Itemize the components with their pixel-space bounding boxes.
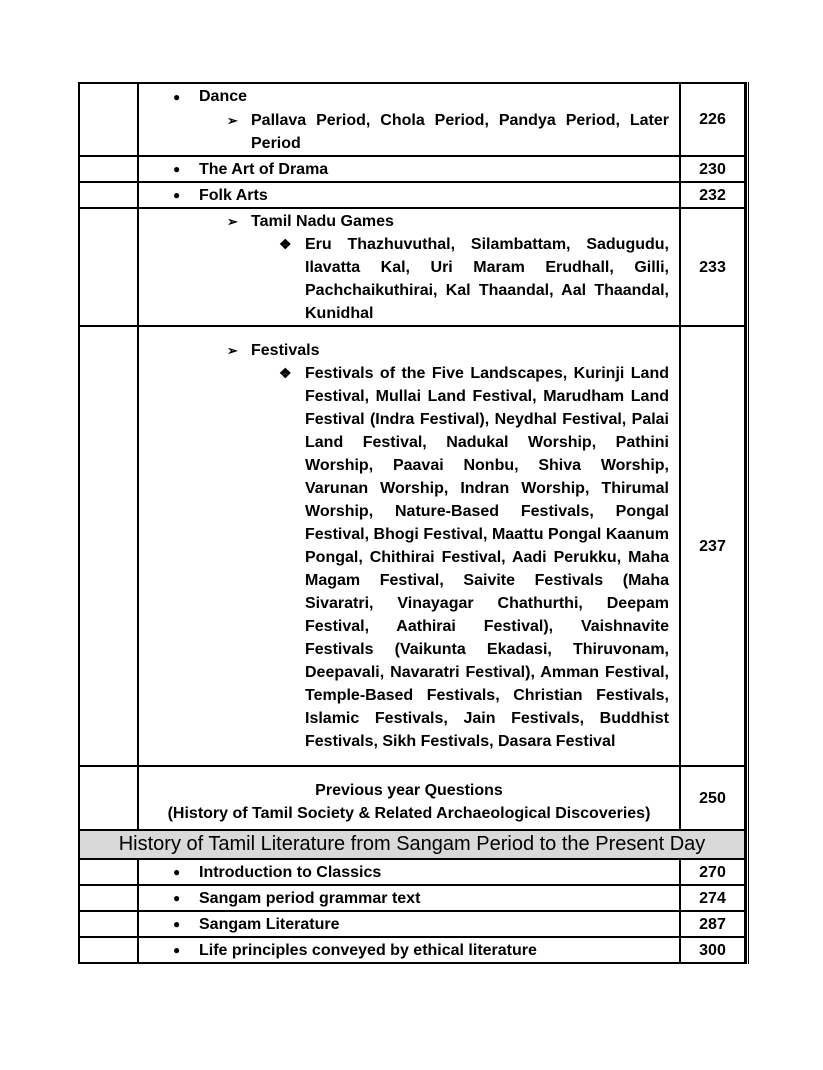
topic-label: Dance — [199, 87, 248, 105]
topic-cell — [138, 83, 680, 156]
table-row — [79, 326, 745, 766]
topic-label: Introduction to Classics — [199, 863, 382, 881]
four-diamond-bullet-icon: ❖ — [279, 235, 292, 252]
topic-label: Sangam Literature — [199, 915, 340, 933]
table-row — [79, 182, 745, 208]
blank-cell — [79, 156, 138, 182]
arrowhead-bullet-icon: ➢ — [227, 112, 238, 128]
table-row — [79, 911, 745, 937]
arrowhead-bullet-icon: ➢ — [227, 213, 238, 229]
topic-cell — [138, 766, 680, 830]
table-row — [79, 83, 745, 156]
page-number: 274 — [680, 885, 745, 911]
topic-label: Life principles conveyed by ethical literature — [199, 941, 537, 959]
topic-label: Sangam period grammar text — [199, 889, 421, 907]
topic-label: Folk Arts — [199, 186, 268, 204]
toc-table-wrapper — [78, 82, 749, 964]
bullet-icon: ● — [173, 89, 181, 104]
detail-text: Eru Thazhuvuthal, Silambattam, Sadugudu, Ilavatta Kal, Uri Maram Erudhall, Gilli, Pachchaikuthirai, Kal Thaandal, Aal Thaandal, Kunidhal — [305, 235, 669, 322]
subtopic-text: Pallava Period, Chola Period, Pandya Period, Later Period — [251, 111, 669, 152]
blank-cell — [79, 326, 138, 766]
page-number: 250 — [680, 766, 745, 830]
blank-cell — [79, 766, 138, 830]
pyq-subtitle: (History of Tamil Society & Related Archaeological Discoveries) — [167, 805, 651, 822]
table-row — [79, 156, 745, 182]
topic-cell — [138, 326, 680, 766]
blank-cell — [79, 182, 138, 208]
bullet-icon: ● — [173, 942, 181, 957]
subheading: Festivals — [251, 342, 320, 359]
four-diamond-bullet-icon: ❖ — [279, 365, 292, 381]
blank-cell — [79, 937, 138, 963]
page-number: 232 — [680, 182, 745, 208]
topic-cell — [138, 911, 680, 937]
topic-cell — [138, 885, 680, 911]
page-number: 230 — [680, 156, 745, 182]
pyq-title: Previous year Questions — [315, 782, 503, 799]
blank-cell — [79, 208, 138, 326]
blank-cell — [79, 859, 138, 885]
bullet-icon: ● — [173, 187, 181, 202]
table-row — [79, 859, 745, 885]
page-number: 287 — [680, 911, 745, 937]
page-number: 270 — [680, 859, 745, 885]
table-row — [79, 766, 745, 830]
page-number: 300 — [680, 937, 745, 963]
topic-cell — [138, 208, 680, 326]
page-number: 237 — [680, 326, 745, 766]
bullet-icon: ● — [173, 916, 181, 931]
topic-cell — [138, 156, 680, 182]
arrowhead-bullet-icon: ➢ — [227, 343, 238, 358]
page-number: 226 — [680, 83, 745, 156]
section-title: History of Tamil Literature from Sangam Period to the Present Day — [79, 830, 745, 859]
page-number: 233 — [680, 208, 745, 326]
topic-cell — [138, 937, 680, 963]
section-header-row — [79, 830, 745, 859]
table-row — [79, 937, 745, 963]
table-row — [79, 885, 745, 911]
detail-text: Festivals of the Five Landscapes, Kurinji Land Festival, Mullai Land Festival, Marudham Land Festival (Indra Festival), Neydhal Festival, Palai Land Festival, Nadukal Worship, Pathini Worship, Paavai Nonbu, Shiva Worship, Varunan Worship, Indran Worship, Thirumal Worship, Nature-Based Festivals, Pongal Festival, Bhogi Festival, Maattu Pongal Kaanum Pongal, Chithirai Festival, Aadi Perukku, Maha Magam Festival, Saivite Festivals (Maha Sivaratri, Vinayagar Chathurthi, Deepam Festival, Aathirai Festival), Vaishnavite Festivals (Vaikunta Ekadasi, Thiruvonam, Deepavali, Navaratri Festival), Amman Festival, Temple-Based Festivals, Christian Festivals, Islamic Festivals, Jain Festivals, Buddhist Festivals, Sikh Festivals, Dasara Festival — [305, 365, 669, 750]
blank-cell — [79, 885, 138, 911]
bullet-icon: ● — [173, 161, 181, 176]
topic-cell — [138, 182, 680, 208]
blank-cell — [79, 83, 138, 156]
table-row — [79, 208, 745, 326]
topic-cell — [138, 859, 680, 885]
blank-cell — [79, 911, 138, 937]
topic-label: The Art of Drama — [199, 160, 329, 178]
subheading: Tamil Nadu Games — [251, 212, 394, 230]
contents-table — [78, 82, 746, 964]
bullet-icon: ● — [173, 890, 181, 905]
bullet-icon: ● — [173, 864, 181, 879]
